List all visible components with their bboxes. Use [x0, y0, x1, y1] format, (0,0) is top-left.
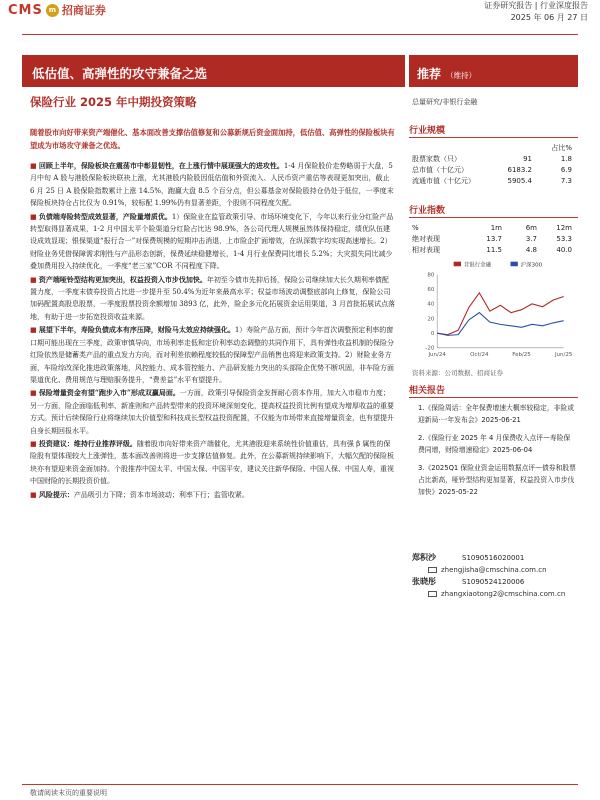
legend-swatch — [511, 262, 518, 267]
paragraph: ■ 投资建议：维持行业推荐评级。随着股市向好带来资产端催化，尤其港股迎来系统性价值重估，具有强 β 属性的保险股有望体现较大上涨弹性，基本面改善则将进一步支撑估值修复。此外，在公募新规持续影响下，大幅欠配的保险板块亦有望迎来资金面加持。个股推荐中国太平、中国太保、中国平安，建议关注新华保险、中国人保、中国人寿，重视中国财险的长期投资价值。 — [30, 438, 394, 486]
paragraph: ■ 展望下半年，寿险负债成本有序压降，财险马太效应持续强化。1）寿险产品方面，预计今年首次调整预定利率的窗口期可能出现在三季度，政策审慎导向，市场利率走低和定价利率动态调整的共同作用下，具有弹性收益机制的保险分红险依然是储蓄类产品的重点发力方向，而对利差依赖程度较低的保障型产品销售也将迎来政策支持。2）财险业务方面，车险综改深化推进政策落地，风控能力、成本管控能力、产品研发能力突出的头部险企优势不断巩固，非车险方面渠道优化、费用规范与理赔服务提升，“费差益”水平有望提升。 — [30, 325, 394, 384]
report-subtitle: 保险行业 2025 年中期投资策略 — [30, 95, 197, 109]
index-table: % 1m 6m 12m 绝对表现 13.7 3.7 53.3 相对表现 11.5 4.8 40.0 — [412, 224, 572, 254]
list-item[interactable]: 3.《2025Q1 保险业资金运用数据点评—债券和股票占比新高，哑铃型结构更加显著，权益投资入市步伐加快》2025-05-22 — [418, 464, 576, 496]
paragraph: ■ 风险提示：产品吸引力下降；资本市场波动；利率下行；监管收紧。 — [30, 489, 249, 499]
envelope-icon — [428, 567, 437, 573]
company-logo: CMS m 招商证券 — [8, 2, 106, 18]
table-row: 流通市值（十亿元） 5905.4 7.3 — [412, 177, 572, 185]
y-tick-label: 40 — [427, 301, 435, 308]
page-header — [0, 0, 600, 32]
footer-divider — [22, 784, 578, 785]
analyst-email[interactable]: zhengjisha@cmschina.com.cn — [441, 566, 547, 574]
logo-badge-icon: m — [46, 4, 59, 17]
index-line-chart — [410, 258, 578, 368]
x-tick-label: Jun/24 — [428, 352, 446, 359]
x-tick-label: Jun/25 — [554, 352, 573, 359]
y-tick-label: 0 — [430, 331, 435, 337]
related-section-title: 相关报告 — [409, 380, 578, 398]
intro-summary: 随着股市向好带来资产端催化、基本面改善支撑估值修复和公募新规后资金面加持，低估值、高弹性的保险板块有望成为市场攻守兼备之优选。 — [30, 128, 395, 150]
list-item[interactable]: 1.《保险周话：全年保费增速大概率较稳定，非险或迎新局·一年发布会》2025-06-21 — [418, 404, 575, 424]
series-line-1 — [437, 313, 564, 336]
legend-swatch — [454, 262, 461, 267]
y-tick-label: 80 — [427, 272, 435, 279]
scale-section-title: 行业规模 — [409, 120, 578, 138]
series-line-0 — [437, 293, 564, 335]
report-title-banner: 低估值、高弹性的攻守兼备之选 — [22, 55, 405, 87]
index-section-title: 行业指数 — [409, 200, 578, 218]
paragraph: ■ 保险增量资金有望“跑步入市”形成双赢局面。一方面，政策引导保险资金发挥耐心资本作用，加大入市稳市力度；另一方面，险企面临低利率、新准则和产品转型带来的投资环境深刻变化，提高权益投资比例有望成为增厚收益的重要方式。预计后续保险行业将继续加大价值型和科技成长型权益投资配置，不仅能为市场带来直接增量资金，也有望提升自身长期回报水平。 — [30, 388, 394, 435]
y-tick-label: -20 — [425, 345, 435, 352]
analyst-id: S1090524120006 — [462, 578, 525, 586]
scale-col-header: 占比% — [551, 144, 572, 152]
chart-source: 资料来源：公司数据、招商证券 — [412, 369, 503, 377]
paragraph: ■ 资产端哑铃型结构更加突出，权益投资入市步伐加快。年初至今债市先抑后扬，保险公司继续加大长久期利率债配置力度，一季度末债券投资占比进一步提升至 50.4%为近年来最高水平；权益市场波动调整底部向上修复，保险公司加码配置高股息股票，一季度股票投资余额增加 3893 亿，此外，险企多元化拓展资金运用渠道，3 月首批拓展试点落地，有助于进一步拓宽投资收益来源。 — [30, 274, 395, 321]
footer-note: 敬请阅读末页的重要说明 — [30, 789, 107, 797]
table-row: 总市值（十亿元） 6183.2 6.9 — [412, 166, 572, 174]
y-tick-label: 60 — [427, 287, 435, 293]
rating-banner — [409, 55, 578, 87]
rating-label: 推荐 — [417, 67, 442, 81]
paragraph: ■ 回顾上半年，保险板块在震荡市中彰显韧性，在上涨行情中展现强大的进攻性。1-4 月保险股价走势略弱于大盘，5 月中旬 A 股与港股保险板块联袂上涨，尤其港股内险股因低估值和外资流入、人民币资产重估等表现更加突出，截止 6 月 25 日 A 股保险指数累计上涨 14.5%，跑赢大盘 8.5 个百分点，但公募基金对保险股持仓仍处于低位，一季度末保险板块持仓占比仅为 0.91%，较标配 1.99%仍有显著差距，个股则不同程度欠配。 — [30, 161, 394, 208]
list-item[interactable]: 2.《保险行业 2025 年 4 月保费收入点评—寿险保费同增，财险增速稳定》2025-06-04 — [418, 434, 571, 454]
table-row: 绝对表现 13.7 3.7 53.3 — [412, 235, 572, 243]
related-reports — [418, 402, 576, 504]
y-tick-label: 20 — [427, 316, 435, 323]
envelope-icon — [428, 591, 437, 597]
analyst-id: S1090516020001 — [462, 554, 525, 562]
scale-table — [412, 143, 572, 187]
analyst-block — [412, 552, 565, 600]
report-date: 2025 年 06 月 27 日 — [510, 13, 588, 22]
x-tick-label: Oct/24 — [470, 352, 489, 359]
industry-path: 总量研究/非银行金融 — [412, 98, 478, 106]
main-body — [30, 160, 395, 502]
x-tick-label: Feb/25 — [512, 352, 531, 359]
header-divider — [22, 34, 578, 35]
table-row: 相对表现 11.5 4.8 40.0 — [412, 246, 572, 254]
rating-note: （维持） — [446, 71, 477, 80]
analyst-name: 郑积沙 — [412, 553, 436, 562]
paragraph: ■ 负债端寿险转型成效显著，产险量增质优。1）保险业在监管政策引导、市场环境变化下，今年以来行业分红险产品转型取得显著成果，1-2 月中国太平个险渠道分红险占比达 98.9%，各公司代理人规模虽然体保持稳定，绩优队伍建设成效显现；银保渠道“报行合一”对保费规模的短期冲击消退，上市险企扩面增效，在纵深数字均实现高速增长。2）财险业务凭借保障需求刚性与产品形态创新，保费延续稳健增长，1-4 月行业保费同比增长 5.2%；大灾损失同比减少叠加费用投入持续优化，一季度“老三家”COR 不同程度下降。 — [30, 211, 394, 271]
analyst-name: 张晓彤 — [412, 577, 436, 586]
legend-label: 沪深300 — [520, 262, 543, 269]
report-type: 证券研究报告 | 行业深度报告 — [484, 1, 588, 10]
table-row: 股票家数（只） 91 1.8 — [412, 155, 572, 163]
analyst-email[interactable]: zhangxiaotong2@cmschina.com.cn — [441, 590, 566, 598]
legend-label: 非银行金融 — [463, 262, 492, 269]
